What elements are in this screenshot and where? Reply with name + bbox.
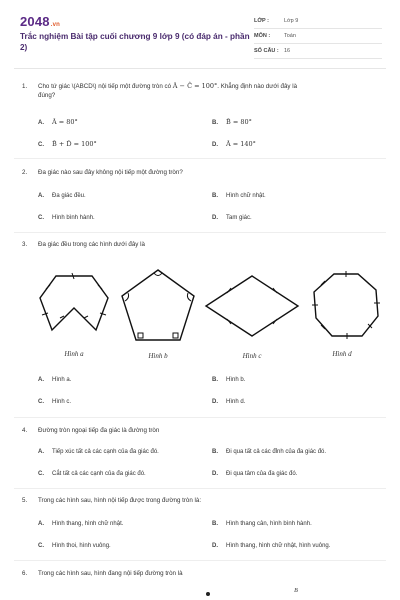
option-letter: D. xyxy=(212,543,218,549)
meta-row-subject xyxy=(254,29,382,44)
question-number: 5. xyxy=(22,497,28,504)
page-title: Trắc nghiệm Bài tập cuối chương 9 lớp 9 (có đáp án - phần 2) xyxy=(20,32,250,52)
figure-b-label: Hình b xyxy=(148,352,168,360)
question-text-part: đúng? xyxy=(38,92,56,99)
option-b[interactable] xyxy=(212,118,252,127)
question-text xyxy=(38,82,378,100)
option-a[interactable] xyxy=(38,192,86,200)
option-text: Đa giác đều. xyxy=(52,193,86,199)
option-letter: D. xyxy=(212,399,218,405)
question-number: 3. xyxy=(22,241,28,248)
option-b[interactable] xyxy=(212,520,312,528)
option-text: Tiếp xúc tất cả các cạnh của đa giác đó. xyxy=(52,449,159,455)
option-letter: C. xyxy=(38,215,44,221)
option-a[interactable] xyxy=(38,448,159,456)
option-text: Hình bình hành. xyxy=(52,215,95,221)
header-divider xyxy=(14,68,386,69)
option-d[interactable] xyxy=(212,140,256,149)
option-letter: A. xyxy=(38,120,44,126)
option-c[interactable] xyxy=(38,140,97,149)
figure-d-octagon xyxy=(310,270,382,342)
meta-value: Lớp 9 xyxy=(284,18,299,24)
option-a[interactable] xyxy=(38,118,78,127)
option-text: Hình thang, hình chữ nhật. xyxy=(52,521,124,527)
question-text: Đường tròn ngoại tiếp đa giác là đường tròn xyxy=(38,427,160,434)
meta-row-count xyxy=(254,44,382,59)
option-text: Hình d. xyxy=(226,399,246,405)
logo-main: 2048 xyxy=(20,14,50,29)
option-c[interactable] xyxy=(38,470,146,478)
meta-row-class xyxy=(254,14,382,29)
option-text: Hình thang, hình chữ nhật, hình vuông. xyxy=(226,543,331,549)
question-number: 6. xyxy=(22,570,28,577)
question-separator xyxy=(14,417,386,418)
partial-figure-point xyxy=(206,592,210,596)
meta-label: MÔN : xyxy=(254,33,271,39)
figure-c-label: Hình c xyxy=(242,352,262,360)
figure-a-concave-polygon xyxy=(34,272,114,342)
option-letter: B. xyxy=(212,120,218,126)
option-letter: B. xyxy=(212,521,218,527)
question-separator xyxy=(14,158,386,159)
option-letter: A. xyxy=(38,377,44,383)
quiz-meta xyxy=(254,14,382,59)
question-text-part: . Khẳng định nào dưới đây là xyxy=(217,83,298,90)
question-separator xyxy=(14,560,386,561)
question-separator xyxy=(14,232,386,233)
meta-label: SỐ CÂU : xyxy=(254,48,279,54)
figure-d-label: Hình d xyxy=(332,350,352,358)
option-d[interactable] xyxy=(212,398,245,406)
logo-suffix: .vn xyxy=(50,22,61,28)
option-letter: A. xyxy=(38,193,44,199)
option-text: Hình a. xyxy=(52,377,72,383)
meta-label: LỚP : xyxy=(254,18,269,24)
option-letter: C. xyxy=(38,543,44,549)
option-a[interactable] xyxy=(38,520,123,528)
option-letter: A. xyxy=(38,521,44,527)
partial-figure-label-b: B xyxy=(294,588,298,594)
option-letter: C. xyxy=(38,142,44,148)
option-d[interactable] xyxy=(212,214,252,222)
option-text: Hình c. xyxy=(52,399,72,405)
option-text: Đi qua tâm của đa giác đó. xyxy=(226,471,298,477)
question-text: Trong các hình sau, hình nội tiếp được trong đường tròn là: xyxy=(38,497,202,504)
option-text: B̂ + D̂ = 100° xyxy=(52,140,97,148)
option-text: Â = 80° xyxy=(52,118,78,126)
option-b[interactable] xyxy=(212,448,326,456)
question-number: 2. xyxy=(22,169,28,176)
option-letter: B. xyxy=(212,193,218,199)
figure-b-pentagon xyxy=(118,266,198,346)
meta-value: Toán xyxy=(284,33,296,39)
question-text-part: Cho tứ giác \(ABCD\) nội tiếp một đường tròn có xyxy=(38,83,172,90)
option-letter: B. xyxy=(212,449,218,455)
figure-a-label: Hình a xyxy=(64,350,84,358)
option-c[interactable] xyxy=(38,398,71,406)
option-c[interactable] xyxy=(38,542,111,550)
option-letter: B. xyxy=(212,377,218,383)
option-text: Tam giác. xyxy=(226,215,252,221)
option-text: B̂ = 80° xyxy=(226,118,252,126)
meta-value: 16 xyxy=(284,48,291,54)
option-text: Hình thang cân, hình bình hành. xyxy=(226,521,312,527)
option-text: Hình b. xyxy=(226,377,246,383)
option-text: Cắt tất cả các cạnh của đa giác đó. xyxy=(52,471,146,477)
option-text: Hình thoi, hình vuông. xyxy=(52,543,111,549)
option-letter: C. xyxy=(38,399,44,405)
question-math: Â − Ĉ = 100° xyxy=(172,82,218,90)
option-letter: C. xyxy=(38,471,44,477)
option-letter: D. xyxy=(212,471,218,477)
question-text: Trong các hình sau, hình đang nội tiếp đường tròn là xyxy=(38,570,183,577)
option-letter: D. xyxy=(212,142,218,148)
question-separator xyxy=(14,488,386,489)
question-text: Đa giác đều trong các hình dưới đây là xyxy=(38,241,145,248)
option-b[interactable] xyxy=(212,376,245,384)
option-b[interactable] xyxy=(212,192,266,200)
option-d[interactable] xyxy=(212,470,297,478)
site-logo[interactable] xyxy=(20,14,60,29)
option-text: Đi qua tất cả các đỉnh của đa giác đó. xyxy=(226,449,327,455)
option-a[interactable] xyxy=(38,376,71,384)
option-c[interactable] xyxy=(38,214,95,222)
question-text: Đa giác nào sau đây không nội tiếp một đường tròn? xyxy=(38,169,183,176)
question-number: 4. xyxy=(22,427,28,434)
figure-c-rhombus xyxy=(202,272,302,342)
option-text: Â = 140° xyxy=(226,140,256,148)
option-letter: A. xyxy=(38,449,44,455)
question-number: 1. xyxy=(22,83,28,90)
option-letter: D. xyxy=(212,215,218,221)
option-text: Hình chữ nhật. xyxy=(226,193,266,199)
option-d[interactable] xyxy=(212,542,330,550)
